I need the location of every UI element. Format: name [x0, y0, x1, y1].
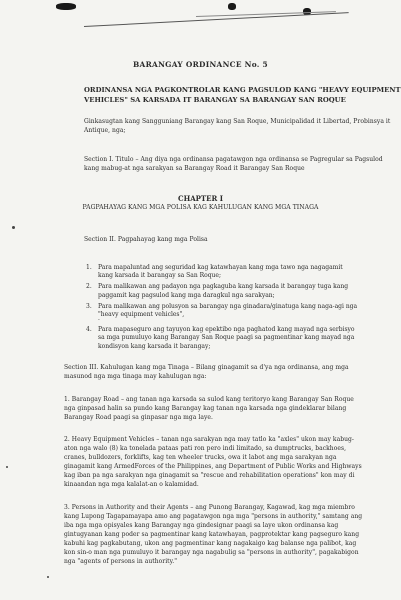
ordinance-heading: BARANGAY ORDINANCE No. 5 [133, 60, 268, 69]
section3-line-1: Section III. Kahulugan kang mga Tinaga – Bilang ginagamit sa d'ya nga ordinansa, ang mga [64, 364, 349, 371]
definition-3-line-6: kon sin-o man nga pumuluyo it barangay nga nagabulig sa "persons in authority", pagakabigon [64, 549, 359, 556]
section1-line-1: Section I. Titulo – Ang diya nga ordinansa pagatawgon nga ordinansa se Pagregular sa Pagsulod [84, 156, 383, 163]
policies-list [86, 264, 386, 354]
ordinance-title-line-1: ORDINANSA NGA PAGKONTROLAR KANG PAGSULOD KANG "HEAVY EQUIPMENT [84, 86, 401, 94]
definition-2-line-6: kinaandan nga mga kalalat-an o kalamidad. [64, 481, 199, 488]
definition-3-line-2: kang Lupong Tagapamayapa amo ang pagatawgon nga mga "persons in authority," samtang ang [64, 513, 363, 520]
section1-line-2: kang mabug-at nga sarakyan sa Barangay Road it Barangay San Roque [84, 165, 305, 172]
definition-2-line-4: ginagamit kang ArmedForces of the Philippines, ang Department of Public Works and Highways [64, 463, 362, 470]
list-item: 2. Para malikawan ang padayon nga pagkaguba kang karsada it barangay tuga kang paggamit kag pagsulod kang mga daragkul nga sarakyan; [86, 283, 349, 299]
definition-3-line-7: nga "agents of persons in authority." [64, 558, 178, 565]
definition-1-line-1: 1. Barangay Road – ang tanan nga karsada sa sulod kang teritoryo kang Barangay San Roque [64, 396, 354, 403]
punch-hole [228, 3, 236, 10]
definition-1-line-2: nga ginpasad halin sa pundo kang Barangay kag tanan nga karsada nga gindeklarar bilang [64, 405, 347, 412]
section3-line-2: masunod nga mga tinaga may kahulugan nga: [64, 373, 207, 380]
definition-2-line-5: kag iban pa nga sarakyan nga ginagamit sa "rescue and rehabilitation operations" kon may di [64, 472, 355, 479]
scan-blot [56, 3, 76, 10]
list-item: 4. Para mapaseguro ang tayuyon kag epektibo nga paghatod kang mayad nga serbisyo sa mga pumuluyo kang Barangay San Roque paagi sa pagmentinar kang mayad nga kondisyon kang karsada it barangay; [86, 326, 355, 350]
scan-speck [12, 226, 15, 229]
list-item: 3. Para malikawan ang polusyon sa barangay nga ginadara/ginatuga kang naga-agi nga "heavy equipment vehicles", · [86, 302, 358, 325]
definition-2-line-3: cranes, bulldozers, forklifts, kag ten wheeler trucks, owa it labot ang mga sarakyan nga [64, 454, 337, 461]
ordinance-title-line-2: VEHICLES" SA KARSADA IT BARANGAY SA BARANGAY SAN ROQUE [84, 96, 346, 104]
definition-3-line-5: kabuhi kag pagkabutang, ukon ang pagmentinar kang nagakaigo kag balanse nga palibot, kag [64, 540, 357, 547]
definition-3-line-3: iba nga mga opisyales kang Barangay nga gindesignar paagi sa laye ukon ordinansa kag [64, 522, 339, 529]
chapter-title: CHAPTER I [178, 194, 223, 203]
definition-2-line-1: 2. Heavy Equipment Vehicles – tanan nga sarakyan nga may tatlo ka "axles" ukon may kabug- [64, 436, 354, 443]
scan-speck [47, 576, 49, 578]
definition-3-line-1: 3. Persons in Authority and their Agents – ang Punong Barangay, Kagawad, kag mga miembro [64, 504, 355, 511]
definition-1-line-3: Barangay Road paagi sa ginpasar nga mga laye. [64, 414, 213, 421]
preamble-line-1: Ginkasugtan kang Sangguniang Barangay kang San Roque, Municipalidad it Libertad, Probinsya it [84, 118, 391, 125]
definition-2-line-2: aton nga walo (8) ka tonelada pataas pati ron pero indi limitado, sa dumptrucks, backhoes, [64, 445, 347, 452]
definition-3-line-4: gintugyanan kang poder sa pagmentinar kang katawhayan, pagprotektar kang pagseguro kang [64, 531, 360, 538]
chapter-subtitle: PAGPAHAYAG KANG MGA POLISA KAG KAHULUGAN KANG MGA TINAGA [82, 204, 319, 211]
scan-speck [6, 466, 8, 468]
list-item: 1. Para mapaluntad ang seguridad kag katawhayan kang mga tawo nga nagagamit kang karsada it barangay sa San Roque; [86, 264, 343, 280]
preamble-line-2: Antique, nga; [84, 127, 126, 134]
section2-heading: Section II. Pagpahayag kang mga Polisa [84, 236, 208, 243]
